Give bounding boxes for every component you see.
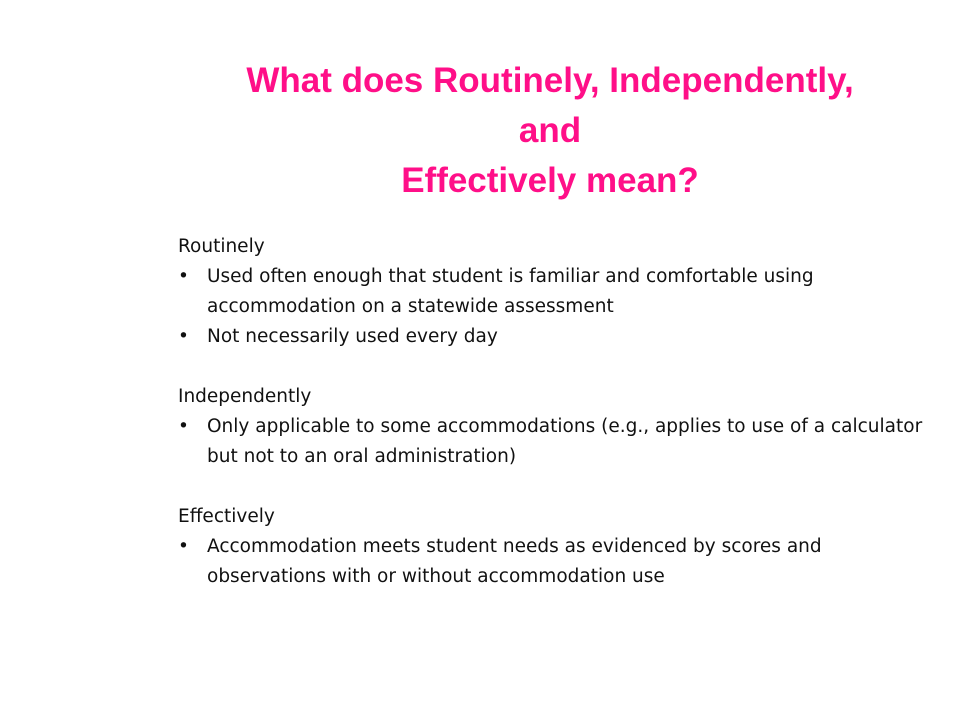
slide-title [170, 56, 930, 206]
title-line-1: What does Routinely, Independently, [246, 61, 854, 100]
bullet-icon: • [178, 536, 189, 557]
section-heading: Routinely [178, 236, 265, 257]
bullet-list [178, 262, 938, 352]
bullet-text: Accommodation meets student needs as evidenced by scores and observations with or without accommodation use [207, 536, 822, 587]
list-item [178, 412, 938, 472]
section-heading: Independently [178, 386, 312, 407]
section-independently [178, 382, 938, 472]
bullet-text: Only applicable to some accommodations (e.g., applies to use of a calculator but not to an oral administration) [207, 416, 923, 467]
list-item [178, 262, 938, 322]
bullet-text: Used often enough that student is familiar and comfortable using accommodation on a statewide assessment [207, 266, 814, 317]
bullet-list [178, 532, 938, 592]
section-effectively [178, 502, 938, 592]
title-line-3: Effectively mean? [401, 161, 699, 200]
bullet-text: Not necessarily used every day [207, 326, 498, 347]
bullet-icon: • [178, 416, 189, 437]
section-routinely [178, 232, 938, 352]
bullet-icon: • [178, 266, 189, 287]
title-line-2: and [518, 111, 582, 150]
bullet-list [178, 412, 938, 472]
list-item [178, 532, 938, 592]
bullet-icon: • [178, 326, 189, 347]
slide-body [178, 232, 938, 592]
list-item [178, 322, 938, 352]
section-heading: Effectively [178, 506, 275, 527]
